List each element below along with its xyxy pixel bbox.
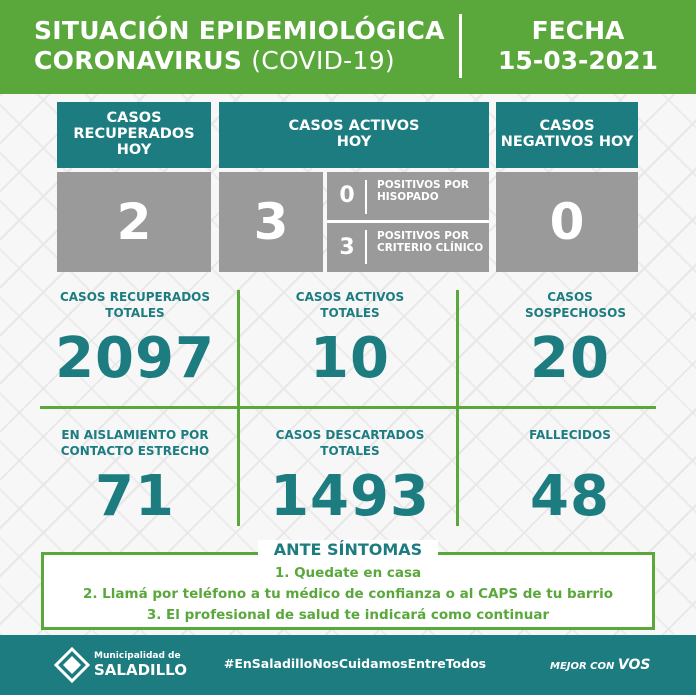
title-covid: (COVID-19) xyxy=(251,46,395,75)
slogan xyxy=(550,657,650,673)
slogan-vos: VOS xyxy=(617,657,651,673)
symptom-line-3: 3. El profesional de salud te indicará como continuar xyxy=(146,607,550,623)
recuperados-totales-value: 2097 xyxy=(55,326,215,391)
activos-hoy-label: CASOS ACTIVOS HOY xyxy=(219,102,489,168)
sospechosos-label: CASOS SOSPECHOSOS xyxy=(525,290,627,320)
footer xyxy=(0,635,696,695)
sospechosos-value: 20 xyxy=(530,326,610,391)
symptom-line-1: 1. Quedate en casa xyxy=(274,565,422,581)
activos-totales-label: CASOS ACTIVOS TOTALES xyxy=(295,290,405,320)
saladillo-logo-icon xyxy=(54,647,90,683)
aislamiento-label: EN AISLAMIENTO POR CONTACTO ESTRECHO xyxy=(60,428,210,458)
activos-totales-value: 10 xyxy=(310,326,390,391)
title-coronavirus: CORONAVIRUS xyxy=(34,46,243,75)
fecha-label: FECHA xyxy=(531,16,625,45)
header-divider xyxy=(459,14,462,78)
city-label: SALADILLO xyxy=(94,661,187,679)
symptoms-title: ANTE SÍNTOMAS xyxy=(258,540,438,562)
descartados-value: 1493 xyxy=(270,464,430,529)
activos-breakdown xyxy=(327,172,489,272)
fecha-value: 15-03-2021 xyxy=(498,46,658,75)
clinico-value: 3 xyxy=(339,235,355,260)
grid-hline xyxy=(40,406,656,409)
recuperados-hoy-value: 2 xyxy=(57,172,211,272)
clinico-label: POSITIVOS POR CRITERIO CLÍNICO xyxy=(377,230,484,255)
header xyxy=(0,0,696,94)
breakdown-sep-bottom xyxy=(365,230,367,264)
breakdown-sep-top xyxy=(365,180,367,214)
negativos-hoy-label: CASOS NEGATIVOS HOY xyxy=(496,102,638,168)
title-line2 xyxy=(34,46,395,75)
activos-hoy-value: 3 xyxy=(219,172,323,272)
municipalidad-label: Municipalidad de xyxy=(94,651,181,661)
fallecidos-label: FALLECIDOS xyxy=(529,428,611,442)
recuperados-hoy-label: CASOS RECUPERADOS HOY xyxy=(57,102,211,168)
fallecidos-value: 48 xyxy=(530,464,610,529)
negativos-hoy-value: 0 xyxy=(496,172,638,272)
descartados-label: CASOS DESCARTADOS TOTALES xyxy=(275,428,425,458)
recuperados-totales-label: CASOS RECUPERADOS TOTALES xyxy=(59,290,211,320)
aislamiento-value: 71 xyxy=(95,464,175,529)
title-line1: SITUACIÓN EPIDEMIOLÓGICA xyxy=(34,16,445,45)
hisopado-label: POSITIVOS POR HISOPADO xyxy=(377,179,469,204)
symptom-line-2: 2. Llamá por teléfono a tu médico de confianza o al CAPS de tu barrio xyxy=(82,586,614,602)
hisopado-value: 0 xyxy=(339,183,355,208)
breakdown-divider xyxy=(327,220,489,223)
slogan-prefix: MEJOR CON xyxy=(550,661,615,672)
hashtag: #EnSaladilloNosCuidamosEntreTodos xyxy=(223,656,487,671)
